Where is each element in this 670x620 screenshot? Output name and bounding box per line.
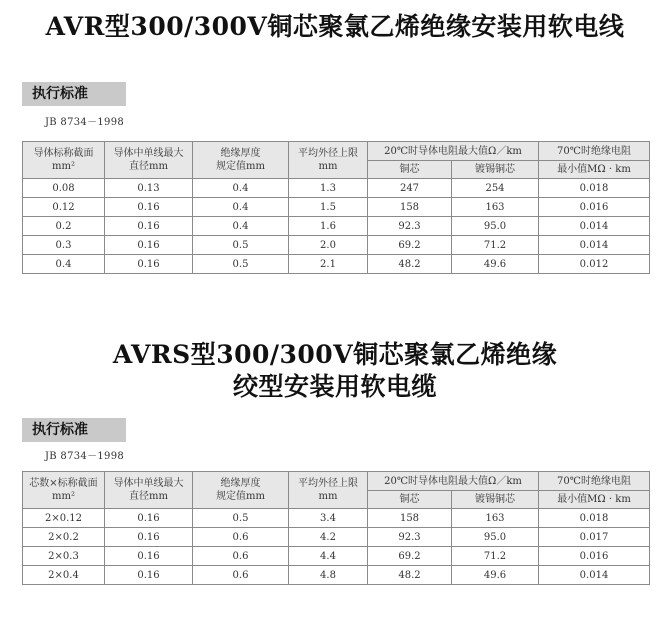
table-cell: 1.3: [289, 179, 368, 198]
table-cell: 0.4: [193, 198, 289, 217]
table-cell: 0.6: [193, 566, 289, 585]
table-cell: 0.12: [23, 198, 105, 217]
header-unit: mm²: [52, 161, 75, 172]
table-cell: 254: [452, 179, 539, 198]
header-insulation-resistance: 70℃时绝缘电阻: [539, 472, 650, 491]
table-cell: 49.6: [452, 566, 539, 585]
table-cell: 4.8: [289, 566, 368, 585]
header-text: 导体标称截面: [33, 148, 94, 159]
header-unit: 规定值mm: [216, 491, 265, 502]
header-insulation-thickness: [193, 142, 289, 179]
table-cell: 71.2: [452, 547, 539, 566]
header-text: 导体中单线最大: [113, 148, 184, 159]
header-text: 绝缘厚度: [220, 478, 261, 489]
header-tinned-copper: 镀锡铜芯: [452, 161, 539, 179]
table-cell: 0.4: [193, 217, 289, 236]
header-text: 平均外径上限: [298, 148, 358, 159]
table-cell: 71.2: [452, 236, 539, 255]
table-cell: 0.16: [105, 236, 193, 255]
header-unit: 规定值mm: [216, 161, 265, 172]
header-tinned-copper: 镀锡铜芯: [452, 491, 539, 509]
header-max-wire-diameter: [105, 142, 193, 179]
section1-spec-table: [22, 141, 650, 274]
table-cell: 0.014: [539, 566, 650, 585]
header-conductor-section: [23, 142, 105, 179]
table-cell: 95.0: [452, 528, 539, 547]
header-text: 平均外径上限: [298, 478, 358, 489]
table-cell: 0.08: [23, 179, 105, 198]
header-max-wire-diameter: [105, 472, 193, 509]
header-copper: 铜芯: [368, 491, 452, 509]
table-cell: 69.2: [368, 236, 452, 255]
table-cell: 0.016: [539, 547, 650, 566]
table-row: [23, 528, 650, 547]
table-row: [23, 255, 650, 274]
table-row: [23, 236, 650, 255]
table-row: [23, 198, 650, 217]
table-cell: 0.16: [105, 217, 193, 236]
table-cell: 158: [368, 198, 452, 217]
header-copper: 铜芯: [368, 161, 452, 179]
table-cell: 48.2: [368, 566, 452, 585]
table-row: [23, 217, 650, 236]
table-cell: 95.0: [452, 217, 539, 236]
table-cell: 0.017: [539, 528, 650, 547]
table-cell: 0.4: [23, 255, 105, 274]
table-cell: 0.5: [193, 236, 289, 255]
section2-spec-table: [22, 471, 650, 585]
table-row: [23, 179, 650, 198]
table-cell: 0.16: [105, 255, 193, 274]
table-cell: 0.012: [539, 255, 650, 274]
table-cell: 158: [368, 509, 452, 528]
table-cell: 2×0.2: [23, 528, 105, 547]
table-cell: 0.16: [105, 566, 193, 585]
table-cell: 0.5: [193, 255, 289, 274]
table-cell: 1.6: [289, 217, 368, 236]
table-cell: 4.4: [289, 547, 368, 566]
header-unit: mm²: [52, 491, 75, 502]
table-cell: 92.3: [368, 217, 452, 236]
section2-title-line2: 绞型安装用软电缆: [232, 372, 437, 401]
header-resistance-group: 20℃时导体电阻最大值Ω／km: [368, 142, 539, 161]
header-resistance-group: 20℃时导体电阻最大值Ω／km: [368, 472, 539, 491]
header-outer-diameter: [289, 142, 368, 179]
table-cell: 48.2: [368, 255, 452, 274]
table-cell: 2×0.4: [23, 566, 105, 585]
header-text: 绝缘厚度: [220, 148, 261, 159]
table-cell: 0.16: [105, 528, 193, 547]
table-cell: 0.5: [193, 509, 289, 528]
table-cell: 163: [452, 509, 539, 528]
header-insulation-thickness: [193, 472, 289, 509]
table-cell: 2.1: [289, 255, 368, 274]
table-row: [23, 509, 650, 528]
table-cell: 0.3: [23, 236, 105, 255]
table-row: [23, 547, 650, 566]
header-insulation-resistance: 70℃时绝缘电阻: [539, 142, 650, 161]
section2-standard-code: JB 8734－1998: [45, 451, 125, 462]
section1-title: AVR型300/300V铜芯聚氯乙烯绝缘安装用软电线: [45, 12, 625, 41]
table-cell: 0.018: [539, 179, 650, 198]
table-cell: 0.16: [105, 509, 193, 528]
table-cell: 0.13: [105, 179, 193, 198]
table-cell: 0.16: [105, 547, 193, 566]
header-text: 芯数×标称截面: [29, 478, 98, 489]
table-cell: 69.2: [368, 547, 452, 566]
table-cell: 0.018: [539, 509, 650, 528]
header-text: 导体中单线最大: [113, 478, 184, 489]
header-unit: 直径mm: [129, 161, 168, 172]
table-cell: 2×0.12: [23, 509, 105, 528]
table-cell: 0.2: [23, 217, 105, 236]
table-cell: 0.014: [539, 217, 650, 236]
table-cell: 49.6: [452, 255, 539, 274]
table-cell: 247: [368, 179, 452, 198]
table-row: [23, 566, 650, 585]
table-cell: 4.2: [289, 528, 368, 547]
table-cell: 0.016: [539, 198, 650, 217]
section2-standard-label: 执行标准: [22, 418, 126, 442]
header-unit: mm: [318, 161, 338, 172]
table-cell: 0.4: [193, 179, 289, 198]
table-cell: 2.0: [289, 236, 368, 255]
header-unit: 直径mm: [129, 491, 168, 502]
table-cell: 0.6: [193, 528, 289, 547]
table-cell: 0.16: [105, 198, 193, 217]
header-outer-diameter: [289, 472, 368, 509]
table-cell: 2×0.3: [23, 547, 105, 566]
header-insulation-min: 最小值MΩ · km: [539, 491, 650, 509]
table-cell: 3.4: [289, 509, 368, 528]
section1-standard-code: JB 8734－1998: [45, 117, 125, 128]
section1-standard-label: 执行标准: [22, 82, 126, 106]
section2-title-line1: AVRS型300/300V铜芯聚氯乙烯绝缘: [112, 340, 558, 369]
header-insulation-min: 最小值MΩ · km: [539, 161, 650, 179]
header-unit: mm: [318, 491, 338, 502]
table-cell: 92.3: [368, 528, 452, 547]
header-cores-section: [23, 472, 105, 509]
table-cell: 0.6: [193, 547, 289, 566]
table-cell: 0.014: [539, 236, 650, 255]
table-cell: 163: [452, 198, 539, 217]
table-cell: 1.5: [289, 198, 368, 217]
